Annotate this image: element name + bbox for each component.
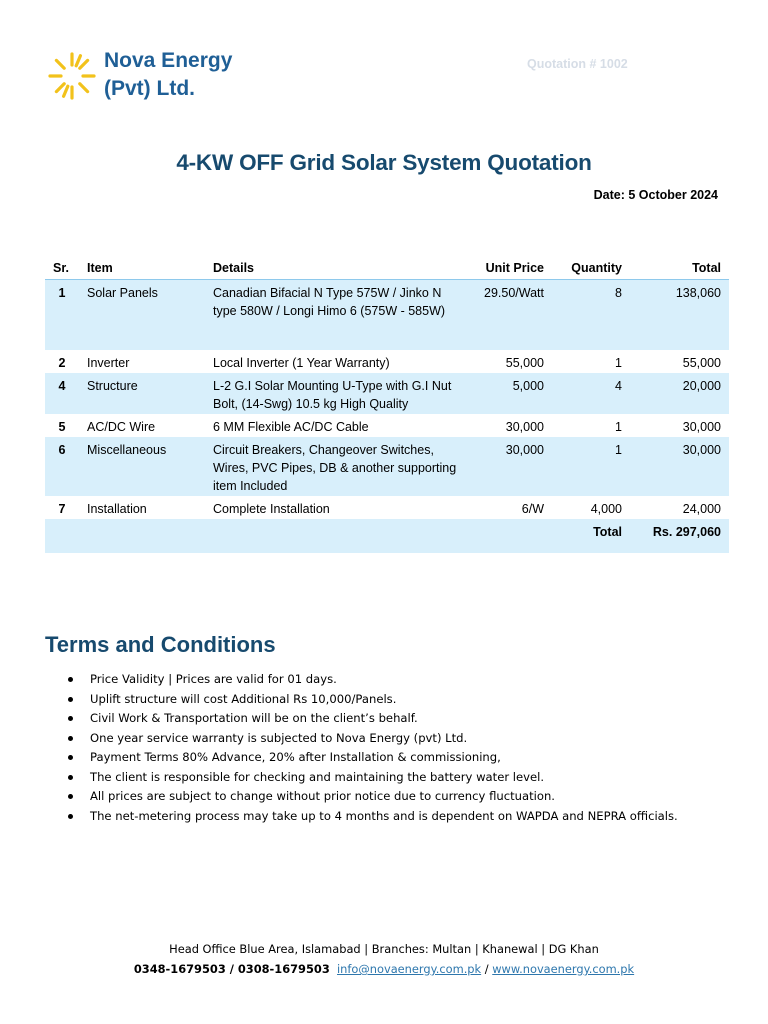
row-total: 30,000 bbox=[630, 437, 729, 496]
list-item bbox=[46, 787, 678, 807]
row-unit-price: 6/W bbox=[521, 501, 544, 516]
row-total: 138,060 bbox=[630, 280, 729, 350]
row-unit-price: 30,000 bbox=[505, 419, 544, 434]
row-total: 30,000 bbox=[682, 419, 721, 434]
footer-offices: Head Office Blue Area, Islamabad | Branches: Multan | Khanewal | DG Khan bbox=[169, 942, 599, 956]
quotation-date: Date: 5 October 2024 bbox=[593, 188, 718, 202]
row-sr: 6 bbox=[45, 437, 79, 496]
list-item bbox=[46, 807, 678, 827]
row-details: Circuit Breakers, Changeover Switches, Wires, PVC Pipes, DB & another supporting item Included bbox=[205, 437, 466, 496]
row-sr: 4 bbox=[45, 373, 79, 414]
row-details: Local Inverter (1 Year Warranty) bbox=[213, 355, 390, 370]
row-total: 55,000 bbox=[682, 355, 721, 370]
bullet-icon bbox=[68, 775, 73, 780]
row-details: Complete Installation bbox=[213, 501, 330, 516]
header-item: Item bbox=[79, 256, 205, 280]
list-item bbox=[46, 690, 678, 710]
row-sr: 1 bbox=[45, 280, 79, 350]
row-item: Miscellaneous bbox=[79, 437, 205, 496]
table-row bbox=[45, 414, 729, 437]
header-details: Details bbox=[205, 256, 466, 280]
sun-rays-icon bbox=[46, 50, 98, 102]
table-row bbox=[45, 437, 729, 496]
table-row bbox=[45, 496, 729, 519]
row-sr: 2 bbox=[58, 355, 66, 370]
company-name-line1: Nova Energy bbox=[104, 49, 233, 72]
term-text: The client is responsible for checking and maintaining the battery water level. bbox=[90, 769, 545, 784]
table-header-row bbox=[45, 256, 729, 280]
table-row bbox=[45, 350, 729, 373]
term-text: Civil Work & Transportation will be on the client’s behalf. bbox=[90, 711, 418, 725]
bullet-icon bbox=[68, 755, 73, 760]
header-quantity: Quantity bbox=[552, 256, 630, 280]
row-quantity: 4,000 bbox=[590, 501, 622, 516]
row-total: 20,000 bbox=[630, 373, 729, 414]
term-text: All prices are subject to change without prior notice due to currency fluctuation. bbox=[90, 789, 555, 803]
row-unit-price: 29.50/Watt bbox=[466, 280, 552, 350]
row-sr: 7 bbox=[58, 501, 66, 516]
list-item bbox=[46, 748, 678, 768]
term-text: Price Validity | Prices are valid for 01 days. bbox=[90, 672, 337, 686]
row-quantity: 1 bbox=[615, 355, 622, 370]
row-unit-price: 5,000 bbox=[466, 373, 552, 414]
footer-contact bbox=[0, 959, 768, 979]
row-details: 6 MM Flexible AC/DC Cable bbox=[213, 419, 369, 434]
grand-total: Rs. 297,060 bbox=[630, 519, 729, 553]
terms-list bbox=[46, 670, 678, 826]
quotation-table bbox=[45, 256, 729, 553]
website-link[interactable]: www.novaenergy.com.pk bbox=[492, 962, 635, 976]
list-item bbox=[46, 670, 678, 690]
term-text: The net-metering process may take up to 4 months and is dependent on WAPDA and NEPRA officials. bbox=[90, 808, 678, 823]
row-details: L-2 G.I Solar Mounting U-Type with G.I Nut Bolt, (14-Swg) 10.5 kg High Quality bbox=[205, 373, 466, 414]
list-item bbox=[46, 768, 678, 788]
table-total-row bbox=[45, 519, 729, 553]
row-item: Inverter bbox=[87, 355, 130, 370]
term-text: One year service warranty is subjected to Nova Energy (pvt) Ltd. bbox=[90, 730, 468, 745]
row-total: 24,000 bbox=[682, 501, 721, 516]
document-title: 4-KW OFF Grid Solar System Quotation bbox=[176, 150, 592, 175]
list-item bbox=[46, 729, 678, 749]
row-item: Structure bbox=[79, 373, 205, 414]
header-total: Total bbox=[630, 256, 729, 280]
bullet-icon bbox=[68, 677, 73, 682]
terms-heading: Terms and Conditions bbox=[45, 632, 276, 657]
bullet-icon bbox=[68, 736, 73, 741]
row-details: Canadian Bifacial N Type 575W / Jinko N type 580W / Longi Himo 6 (575W - 585W) bbox=[205, 280, 466, 350]
footer bbox=[0, 939, 768, 979]
row-quantity: 1 bbox=[552, 437, 630, 496]
header-sr: Sr. bbox=[45, 256, 79, 280]
row-item: Solar Panels bbox=[79, 280, 205, 350]
row-unit-price: 55,000 bbox=[505, 355, 544, 370]
table-row bbox=[45, 373, 729, 414]
header-unit-price: Unit Price bbox=[466, 256, 552, 280]
bullet-icon bbox=[68, 697, 73, 702]
bullet-icon bbox=[68, 716, 73, 721]
row-quantity: 8 bbox=[552, 280, 630, 350]
row-item: AC/DC Wire bbox=[87, 419, 156, 434]
bullet-icon bbox=[68, 814, 73, 819]
footer-phones: 0348-1679503 / 0308-1679503 bbox=[133, 962, 330, 976]
row-item: Installation bbox=[87, 501, 147, 516]
footer-separator: / bbox=[484, 962, 489, 976]
bullet-icon bbox=[68, 794, 73, 799]
table-row bbox=[45, 280, 729, 350]
email-link[interactable]: info@novaenergy.com.pk bbox=[337, 962, 482, 976]
term-text: Payment Terms 80% Advance, 20% after Installation & commissioning, bbox=[90, 750, 501, 764]
total-label: Total bbox=[552, 519, 630, 553]
company-name bbox=[104, 47, 232, 103]
list-item bbox=[46, 709, 678, 729]
term-text: Uplift structure will cost Additional Rs 10,000/Panels. bbox=[90, 691, 397, 706]
quotation-number: Quotation # 1002 bbox=[527, 57, 628, 71]
row-unit-price: 30,000 bbox=[466, 437, 552, 496]
row-quantity: 4 bbox=[552, 373, 630, 414]
row-sr: 5 bbox=[58, 419, 66, 434]
company-name-line2: (Pvt) Ltd. bbox=[104, 77, 195, 100]
row-quantity: 1 bbox=[615, 419, 622, 434]
